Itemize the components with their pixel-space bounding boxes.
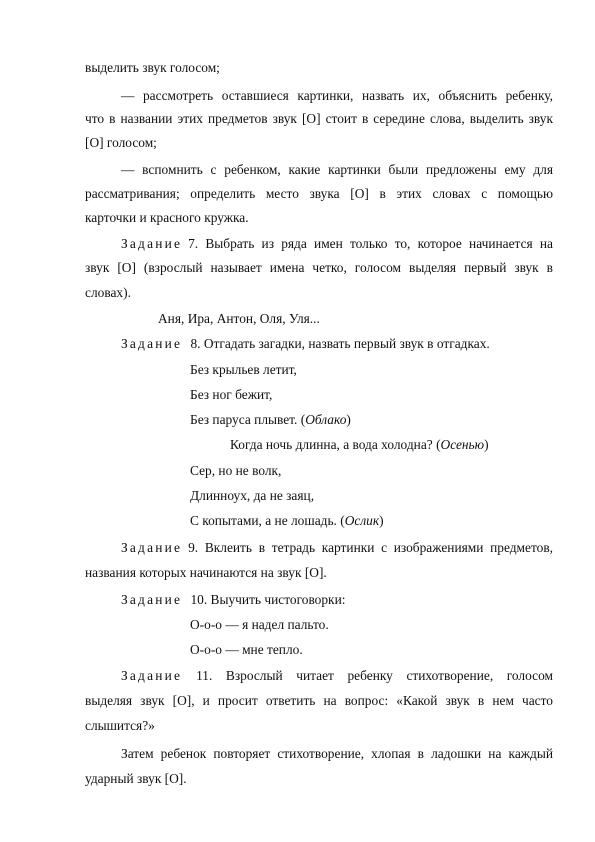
- task-label: Задание: [121, 540, 183, 555]
- task-text: 9. Вклеить в тетрадь картинки с изображениями предметов,: [188, 540, 553, 555]
- task-text: 7. Выбрать из ряда имен только то, которое начинается на: [188, 236, 553, 251]
- task-10-line: [121, 592, 345, 608]
- riddle-line: Сер, но не волк,: [190, 463, 282, 478]
- tongue-twister-line: О-о-о — мне тепло.: [190, 642, 303, 657]
- paragraph-line: — вспомнить с ребенком, какие картинки были предложены ему для: [121, 162, 553, 177]
- tongue-twister-line: О-о-о — я надел пальто.: [190, 617, 329, 632]
- task-text: 11. Взрослый читает ребенку стихотворение, голосом: [196, 668, 553, 683]
- paragraph-line: рассматривания; определить место звука [О] в этих словах с помощью: [85, 186, 553, 201]
- paragraph-line: названия которых начинаются на звук [О].: [85, 565, 327, 580]
- paragraph-line: выделяя звук [О], и просит ответить на вопрос: «Какой звук в нем часто: [85, 693, 553, 708]
- riddle-line: Без паруса плывет. (Облако): [190, 412, 351, 427]
- task-label: Задание: [121, 592, 183, 607]
- paragraph-line: выделить звук голосом;: [85, 60, 220, 75]
- riddle-line: Длинноух, да не заяц,: [190, 488, 315, 503]
- task-text: 8. Отгадать загадки, назвать первый звук в отгадках.: [190, 336, 490, 351]
- task-11-line: [121, 668, 553, 684]
- task-label: Задание: [121, 336, 183, 351]
- paragraph-line: [О] голосом;: [85, 135, 157, 150]
- names-list: Аня, Ира, Антон, Оля, Уля...: [158, 311, 320, 326]
- paragraph-line: слышится?»: [85, 718, 155, 733]
- task-label: Задание: [121, 668, 183, 683]
- paragraph-line: звук [О] (взрослый называет имена четко, голосом выделяя первый звук в: [85, 260, 553, 275]
- task-9-line: [121, 540, 553, 556]
- riddle-line: Без крыльев летит,: [190, 362, 297, 377]
- paragraph-line: словах).: [85, 285, 131, 300]
- task-text: 10. Выучить чистоговорки:: [190, 592, 346, 607]
- riddle-line: Когда ночь длинна, а вода холодна? (Осенью): [230, 437, 489, 452]
- paragraph-line: карточки и красного кружка.: [85, 210, 249, 225]
- paragraph-line: — рассмотреть оставшиеся картинки, назвать их, объяснить ребенку,: [121, 88, 553, 103]
- paragraph-line: что в названии этих предметов звук [О] стоит в середине слова, выделить звук: [85, 111, 553, 126]
- riddle-answer: Осенью: [440, 437, 485, 452]
- riddle-line: Без ног бежит,: [190, 387, 273, 402]
- task-label: Задание: [121, 236, 183, 251]
- riddle-answer: Облако: [305, 412, 347, 427]
- task-7-line: [121, 236, 553, 252]
- paragraph-line: Затем ребенок повторяет стихотворение, хлопая в ладошки на каждый: [121, 746, 553, 761]
- riddle-answer: Ослик: [344, 513, 380, 528]
- task-8-line: [121, 336, 490, 352]
- riddle-line: С копытами, а не лошадь. (Ослик): [190, 513, 384, 528]
- paragraph-line: ударный звук [О].: [85, 771, 187, 786]
